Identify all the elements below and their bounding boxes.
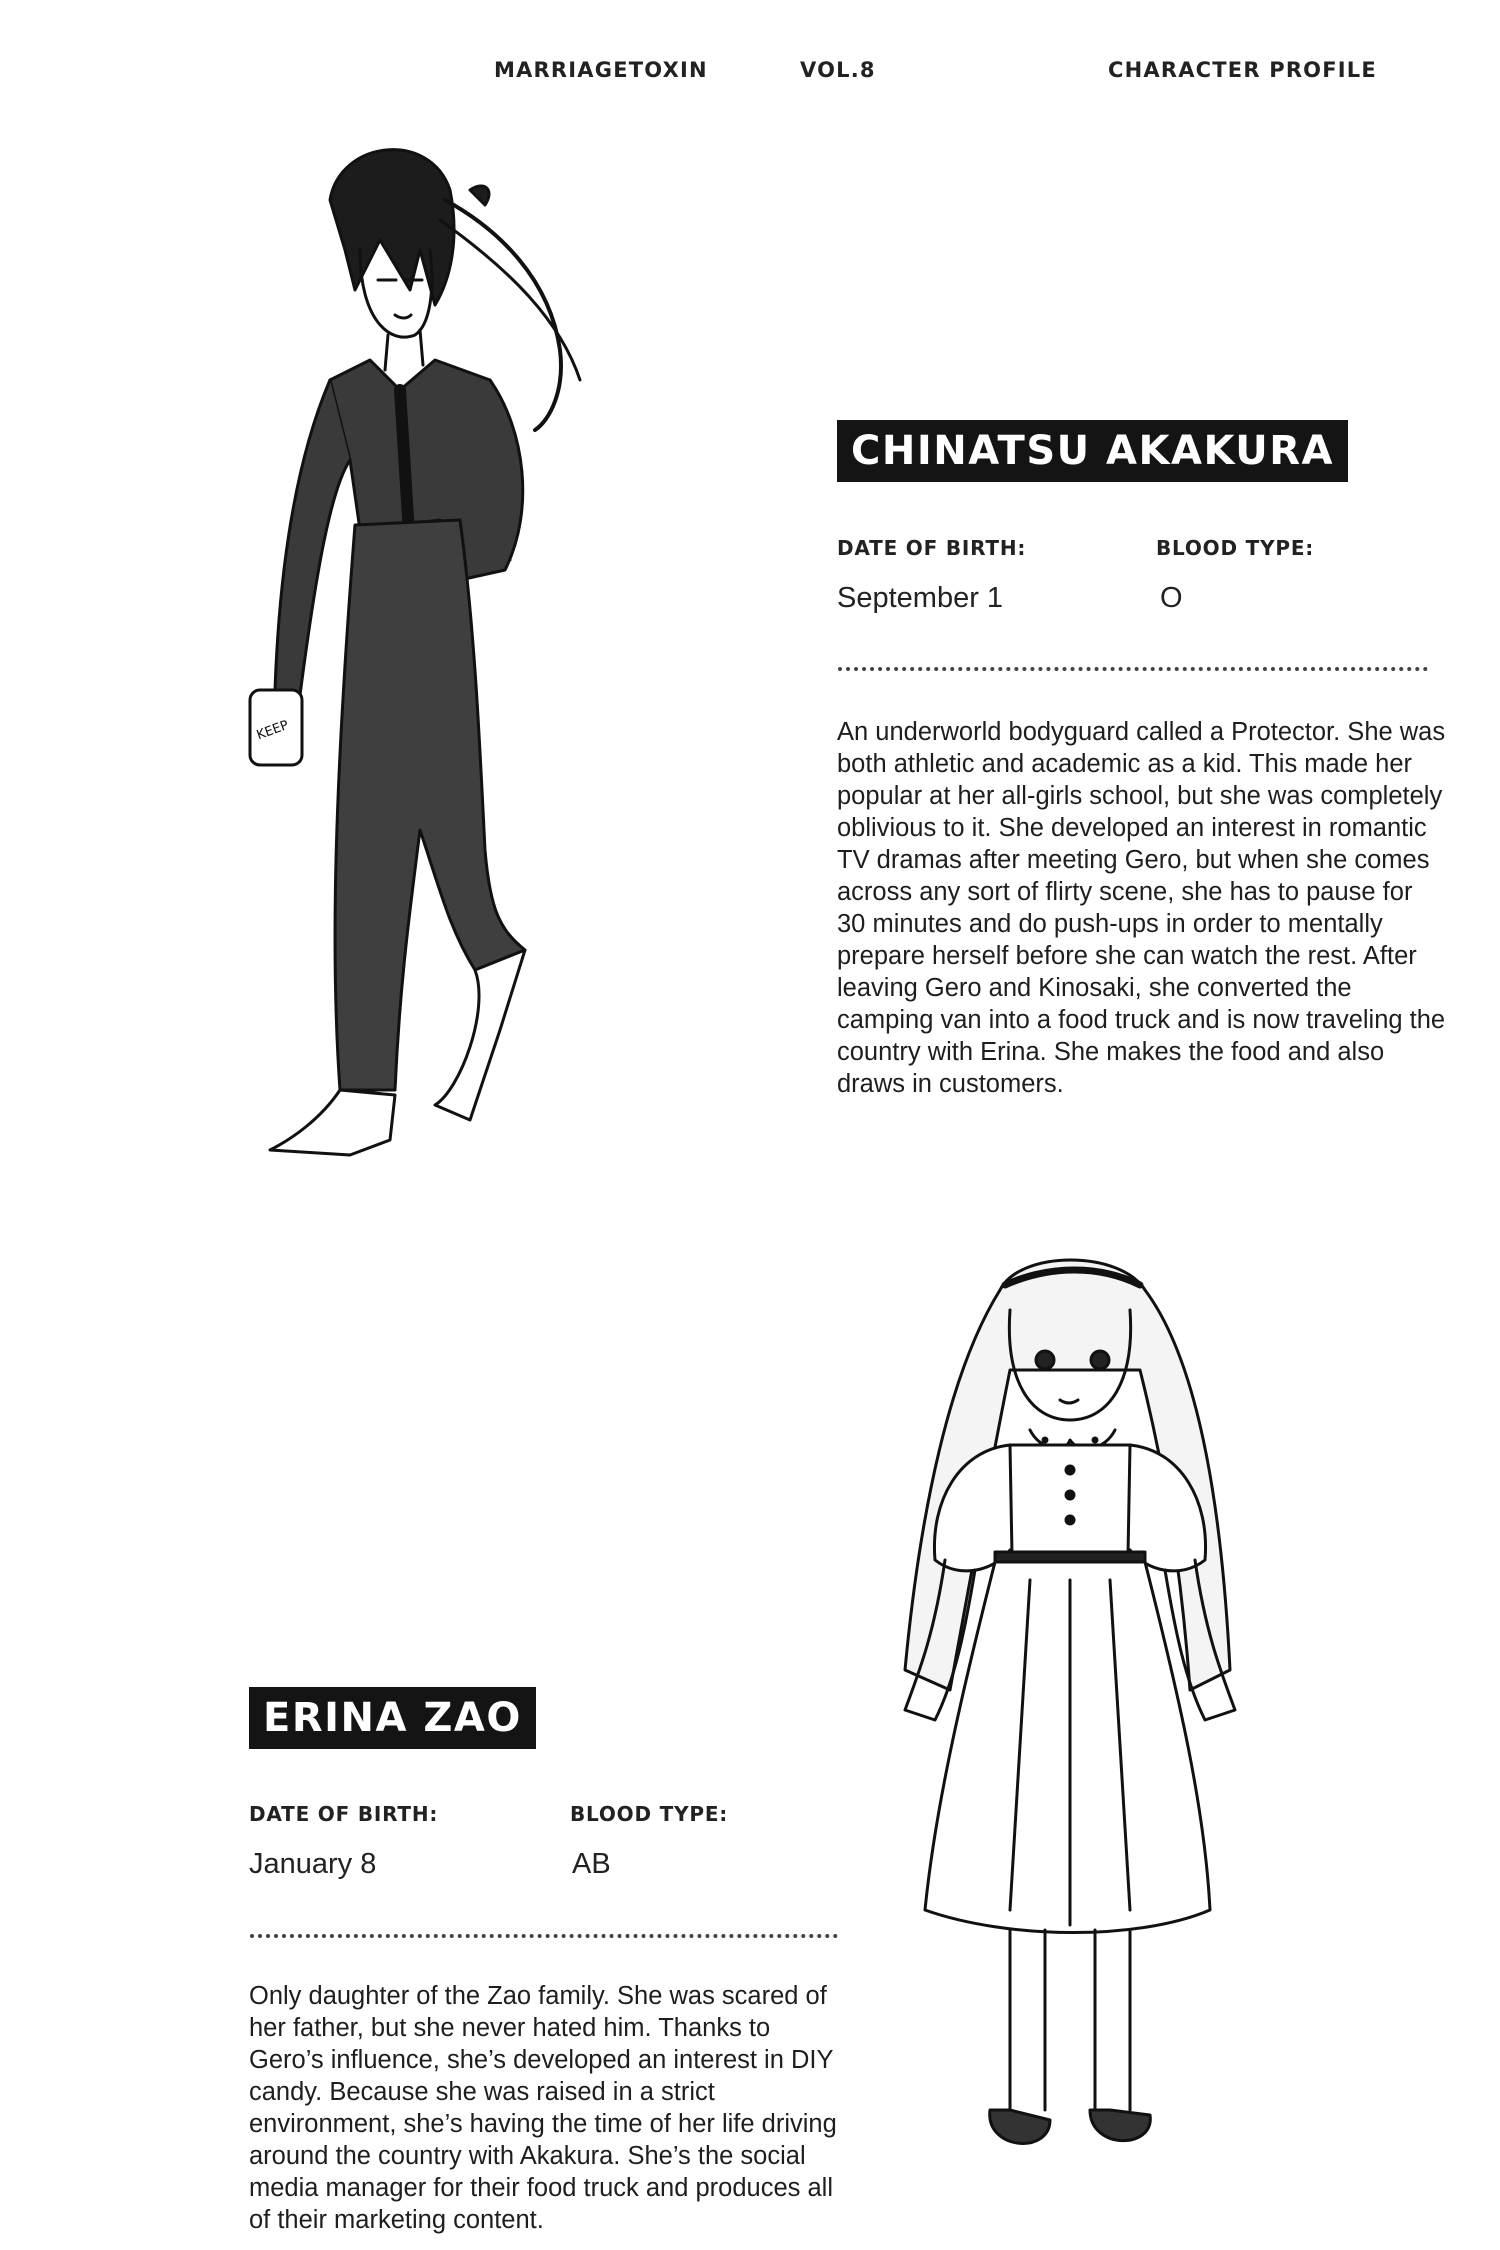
dotted-divider [838,667,1428,671]
blood-type-value: AB [572,1848,611,1880]
profile-name-badge: CHINATSU AKAKURA [837,420,1348,482]
blood-type-label: BLOOD TYPE: [1156,536,1315,560]
dob-value: September 1 [837,582,1004,614]
erina-illustration [860,1250,1260,2190]
section-title: CHARACTER PROFILE [1108,58,1377,82]
blood-type-value: O [1160,582,1183,614]
blood-type-label: BLOOD TYPE: [570,1802,729,1826]
dotted-divider [250,1934,838,1938]
series-title: MARRIAGETOXIN [494,58,708,82]
profile-description: An underworld bodyguard called a Protector. She was both athletic and academic as a kid. This made her popular at her all-girls school, but she was completely oblivious to it. She developed an interest in romantic TV dramas after meeting Gero, but when she comes across any sort of flirty scene, she has to pause for 30 minutes and do push-ups in order to mentally prepare herself before she can watch the rest. After leaving Gero and Kinosaki, she converted the camping van into a food truck and is now traveling the country with Erina. She makes the food and also draws in customers. [837,718,1446,1098]
can-label: KEEP [254,717,291,744]
akakura-illustration [254,130,800,1440]
profile-name-badge: ERINA ZAO [249,1687,536,1749]
dob-label: DATE OF BIRTH: [837,536,1027,560]
dob-value: January 8 [249,1848,377,1880]
volume-label: VOL.8 [800,58,876,82]
profile-description: Only daughter of the Zao family. She was scared of her father, but she never hated him. Thanks to Gero’s influence, she’s developed an interest in DIY candy. Because she was raised in a strict environment, she’s having the time of her life driving around the country with Akakura. She’s the social media manager for their food truck and produces all of their marketing content. [249,1982,837,2234]
dob-label: DATE OF BIRTH: [249,1802,439,1826]
